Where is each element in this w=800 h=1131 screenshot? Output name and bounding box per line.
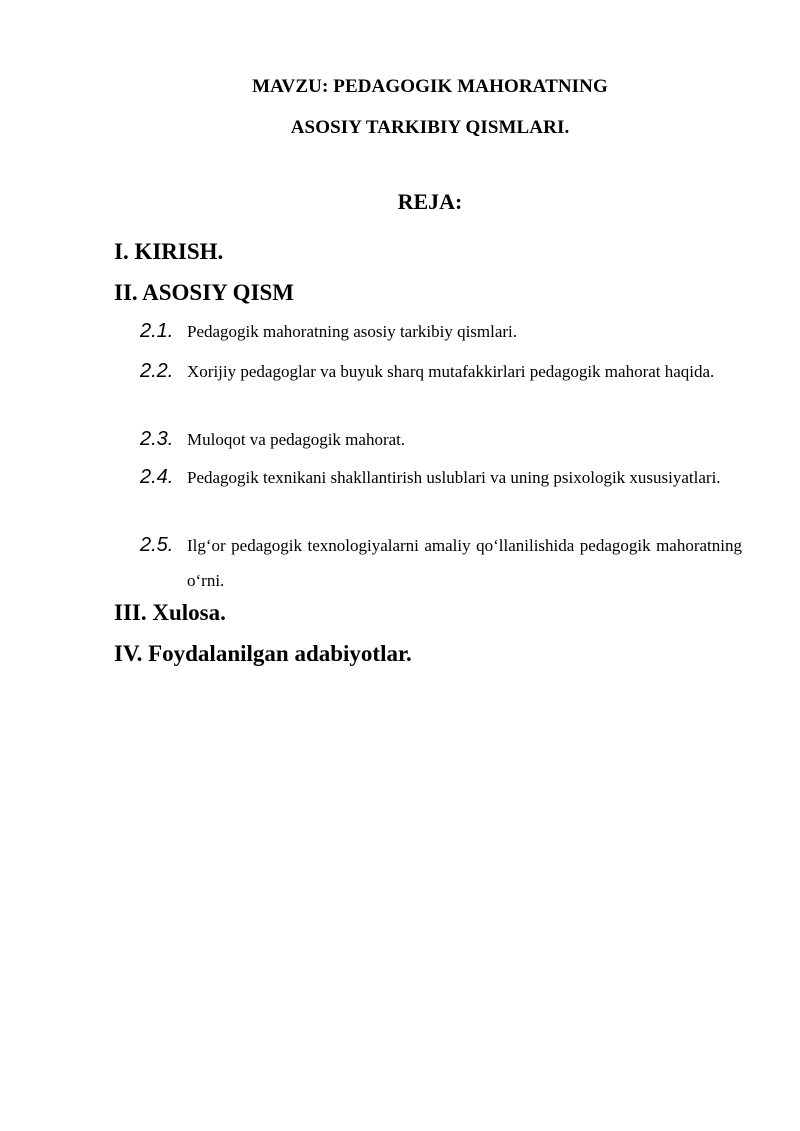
subsection-text: Pedagogik mahoratning asosiy tarkibiy qismlari.	[187, 322, 518, 341]
subsection-text: Xorijiy pedagoglar va buyuk sharq mutafakkirlari pedagogik mahorat haqida.	[187, 362, 715, 381]
section-introduction: I. KIRISH.	[114, 239, 224, 264]
subsection-text: Muloqot va pedagogik mahorat.	[187, 430, 406, 449]
subsection-number: 2.5.	[140, 534, 174, 556]
plan-heading: REJA:	[397, 189, 463, 214]
document-title-line-1: MAVZU: PEDAGOGIK MAHORATNING	[252, 76, 608, 97]
section-main-part: II. ASOSIY QISM	[114, 280, 295, 305]
section-conclusion: III. Xulosa.	[114, 600, 226, 625]
section-references: IV. Foydalanilgan adabiyotlar.	[114, 641, 412, 666]
subsection-number: 2.3.	[140, 428, 174, 450]
document-title-line-2: ASOSIY TARKIBIY QISMLARI.	[290, 117, 570, 138]
subsection-text: Ilg‘or pedagogik texnologiyalarni amaliy qo‘llanilishida pedagogik mahoratning o‘rni.	[187, 536, 742, 590]
subsection-number: 2.4.	[140, 466, 174, 488]
subsection-number: 2.2.	[140, 360, 174, 382]
subsection-number: 2.1.	[140, 320, 174, 342]
subsection-text: Pedagogik texnikani shakllantirish uslublari va uning psixologik xususiyatlari.	[187, 468, 721, 487]
